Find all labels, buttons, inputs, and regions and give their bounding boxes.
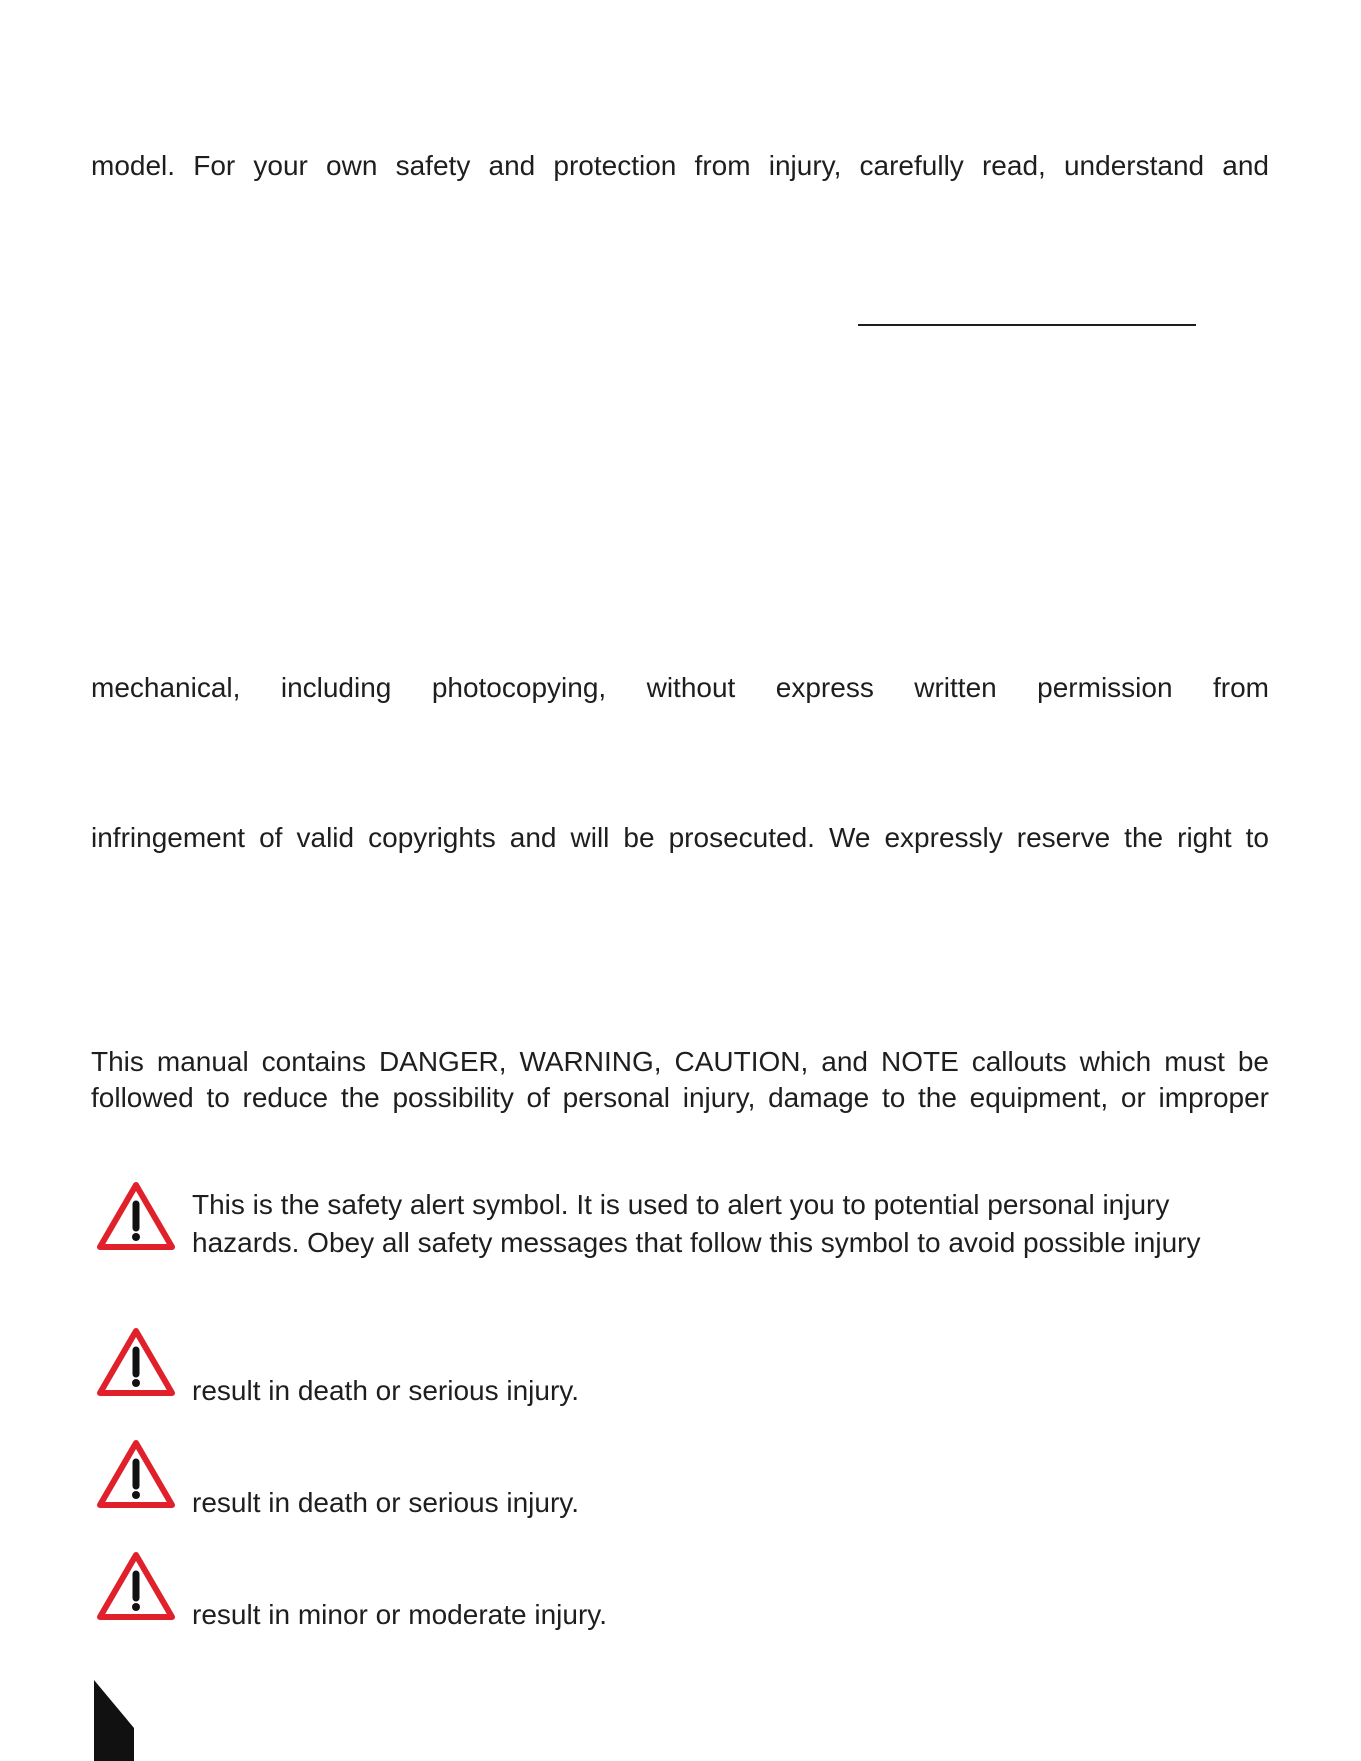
paragraph-line-3: infringement of valid copyrights and will be prosecuted. We expressly reserve the right to [91,822,1269,853]
paragraph-line-2: mechanical, including photocopying, without express written permission from [91,672,1269,703]
safety-symbol-line-1: This is the safety alert symbol. It is used to alert you to potential personal injury [192,1189,1170,1220]
underline-rule [858,324,1196,326]
callout-text-2: result in death or serious injury. [192,1487,579,1518]
callout-text-3: result in minor or moderate injury. [192,1599,607,1630]
paragraph-line-4: This manual contains DANGER, WARNING, CAUTION, and NOTE callouts which must be [91,1046,1269,1077]
paragraph-line-5: followed to reduce the possibility of personal injury, damage to the equipment, or improper [91,1082,1269,1113]
warning-triangle-icon [96,1326,176,1398]
page-corner-tab [94,1680,134,1761]
warning-triangle-icon [96,1180,176,1252]
warning-triangle-icon [96,1438,176,1510]
warning-triangle-icon [96,1550,176,1622]
callout-text-1: result in death or serious injury. [192,1375,579,1406]
safety-symbol-line-2: hazards. Obey all safety messages that follow this symbol to avoid possible injury [192,1227,1201,1258]
paragraph-line-1: model. For your own safety and protection from injury, carefully read, understand and [91,150,1269,181]
